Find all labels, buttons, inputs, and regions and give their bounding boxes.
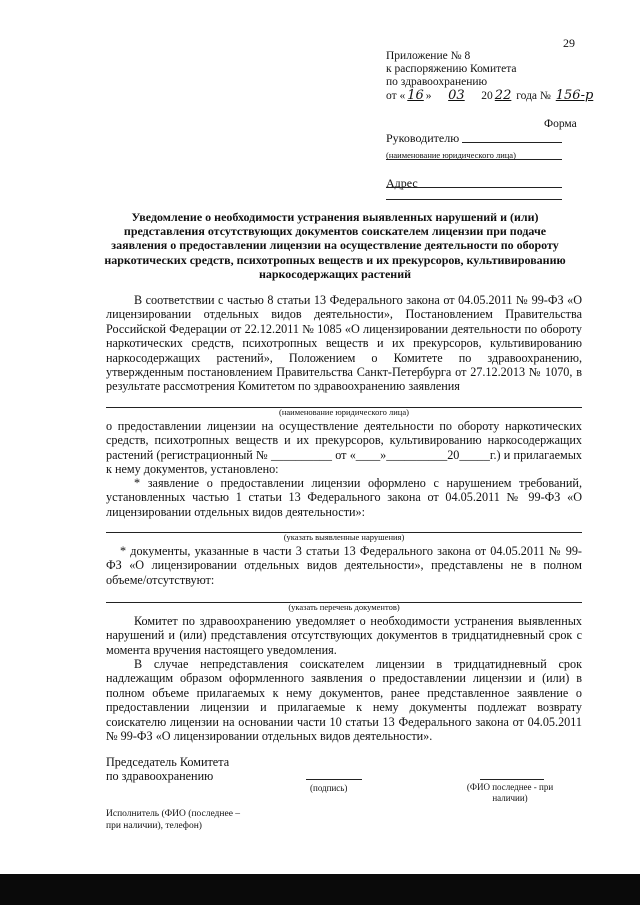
- date-suffix: года №: [516, 90, 551, 102]
- paragraph-violations: [106, 476, 582, 519]
- date-month: 03: [448, 88, 465, 103]
- fio-caption-line1: (ФИО последнее - при: [466, 782, 554, 792]
- violations-caption: (указать выявленные нарушения): [283, 532, 405, 542]
- appendix-line1: Приложение № 8: [386, 50, 471, 62]
- appendix-line2: к распоряжению Комитета: [386, 63, 517, 75]
- signature-line: [306, 778, 362, 780]
- paragraph-basis: [106, 293, 582, 394]
- paragraph-documents-text: * документы, указанные в части 3 статьи 13 Федерального закона от 04.05.2011 № 99-ФЗ «О лицензировании отдельных видов деятельности», представлены не в полном объеме/отсутствуют:: [106, 544, 582, 587]
- legal-name-caption: (наименование юридического лица): [279, 407, 409, 417]
- executor-block: [106, 808, 240, 832]
- paragraph-documents: [106, 544, 582, 587]
- paragraph-basis-text: В соответствии с частью 8 статьи 13 Федерального закона от 04.05.2011 № 99-ФЗ «О лицензировании отдельных видов деятельности», Постановлением Правительства Российской Федерации от 22.12.2011 № 1085 «О лицензировании деятельности по обороту наркотических средств, психотропных веществ и их прекурсоров, культивированию наркосодержащих растений», Положением о Комитете по здравоохранению, утвержденным постановлением Правительства Санкт-Петербурга от 27.12.2013 № 1070, в результате рассмотрения Комитетом по здравоохранению заявления: [106, 293, 582, 394]
- fio-caption: [458, 782, 562, 804]
- date-mid: »: [425, 90, 432, 102]
- appendix-block: [386, 50, 595, 103]
- form-label: Форма: [544, 118, 577, 130]
- recipient-line: [462, 130, 562, 143]
- executor-line2: при наличии), телефон): [106, 821, 202, 831]
- paragraph-consequence: [106, 657, 582, 743]
- fio-line: [480, 778, 544, 780]
- signature-caption: (подпись): [310, 783, 348, 793]
- paragraph-application: о предоставлении лицензии на осуществление деятельности по обороту наркотических средств, психотропных веществ и их прекурсоров, культивированию наркосодержащих растений (регистрационный № __________ от «____»__________20_____г.) и прилагаемых к нему документов, установлено:: [106, 419, 582, 477]
- date-year: 22: [494, 88, 512, 103]
- scan-bottom-edge: [0, 874, 640, 905]
- paragraph-notice-text: Комитет по здравоохранению уведомляет о необходимости устранения выявленных нарушений и (или) представления отсутствующих документов в тридцатидневный срок с момента вручения настоящего уведомления.: [106, 614, 582, 657]
- address-label: Адрес: [386, 176, 418, 190]
- appendix-date-line: [386, 89, 595, 103]
- paragraph-violations-text: * заявление о предоставлении лицензии оформлено с нарушением требований, установленных частью 1 статьи 13 Федерального закона от 04.05.2011 № 99-ФЗ «О лицензировании отдельных видов деятельности»:: [106, 476, 582, 519]
- documents-caption: (указать перечень документов): [288, 602, 400, 612]
- recipient-label: Руководителю: [386, 131, 460, 145]
- date-year-prefix: 20: [481, 90, 493, 102]
- fio-caption-line2: наличии): [492, 793, 528, 803]
- address-line: [386, 186, 562, 188]
- recipient-note: (наименование юридического лица): [386, 150, 516, 160]
- chair-line1: Председатель Комитета: [106, 755, 230, 769]
- paragraph-consequence-text: В случае непредставления соискателем лицензии в тридцатидневный срок надлежащим образом оформленного заявления о предоставлении лицензии и (или) в полном объеме прилагаемых к нему документов, ранее представленное заявление о предоставлении лицензии и прилагаемые к нему документы подлежат возврату соискателю лицензии на основании части 10 статьи 13 Федерального закона от 04.05.2011 № 99-ФЗ «О лицензировании отдельных видов деятельности».: [106, 657, 582, 744]
- page-number: 29: [563, 36, 575, 50]
- chair-line2: по здравоохранению: [106, 769, 214, 784]
- recipient-line-2: [386, 158, 562, 160]
- date-day: 16: [407, 88, 424, 103]
- date-prefix: от «: [386, 90, 406, 102]
- document-number: 156-р: [555, 88, 594, 103]
- appendix-line3: по здравоохранению: [386, 76, 488, 88]
- paragraph-notice: [106, 614, 582, 657]
- executor-line1: Исполнитель (ФИО (последнее –: [106, 809, 241, 819]
- document-title: Уведомление о необходимости устранения выявленных нарушений и (или) представления отсутствующих документов соискателем лицензии при подаче заявления о предоставлении лицензии на осуществление деятельности по обороту наркотических средств, психотропных веществ и их прекурсоров, культивированию наркосодержащих растений: [104, 210, 566, 281]
- address-line-2: [386, 198, 562, 200]
- chair-title: [106, 755, 229, 784]
